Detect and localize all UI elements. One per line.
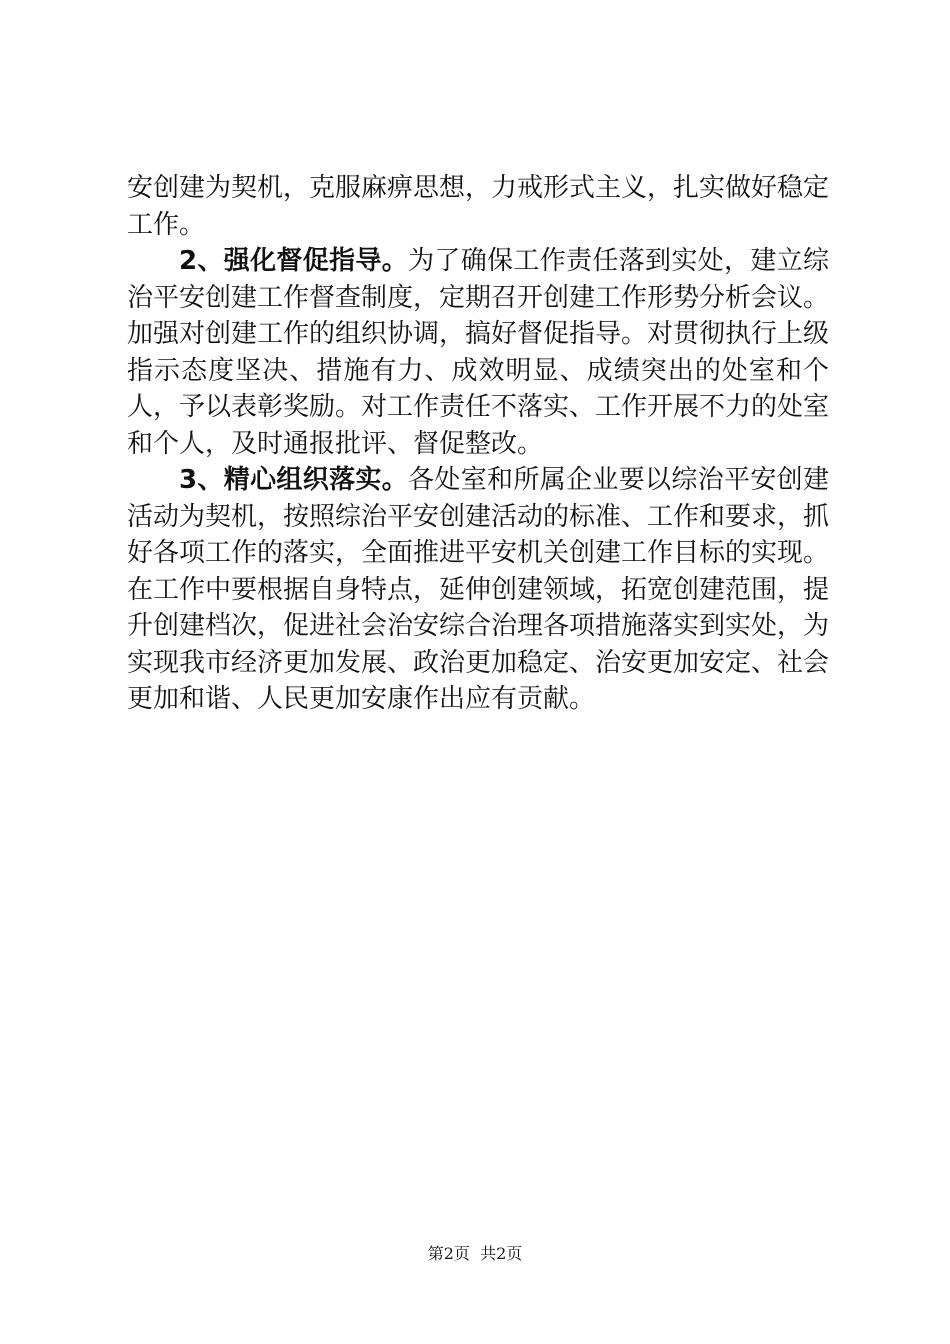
- paragraph-item-2: [127, 243, 829, 462]
- paragraph-text: 安创建为契机，克服麻痹思想，力戒形式主义，扎实做好稳定工作。: [127, 173, 830, 240]
- paragraph-heading: 3、精心组织落实。: [179, 465, 409, 495]
- page-total: 共2页: [480, 1244, 523, 1263]
- paragraph-text: 为了确保工作责任落到实处，建立综治平安创建工作督查制度，定期召开创建工作形势分析会议。加强对创建工作的组织协调，搞好督促指导。对贯彻执行上级指示态度坚决、措施有力、成效明显、成绩突出的处室和个人，予以表彰奖励。对工作责任不落实、工作开展不力的处室和个人，及时通报批评、督促整改。: [127, 246, 830, 459]
- document-body: [127, 170, 829, 718]
- paragraph-heading: 2、强化督促指导。: [179, 246, 409, 276]
- paragraph-text: 各处室和所属企业要以综治平安创建活动为契机，按照综治平安创建活动的标准、工作和要求，抓好各项工作的落实，全面推进平安机关创建工作目标的实现。在工作中要根据自身特点，延伸创建领域，拓宽创建范围，提升创建档次，促进社会治安综合治理各项措施落实到实处，为实现我市经济更加发展、政治更加稳定、治安更加安定、社会更加和谐、人民更加安康作出应有贡献。: [127, 465, 830, 714]
- paragraph-item-3: [127, 462, 829, 718]
- page-footer: [0, 1244, 950, 1264]
- page-number: 第2页: [427, 1244, 470, 1263]
- paragraph-continuation: [127, 170, 829, 243]
